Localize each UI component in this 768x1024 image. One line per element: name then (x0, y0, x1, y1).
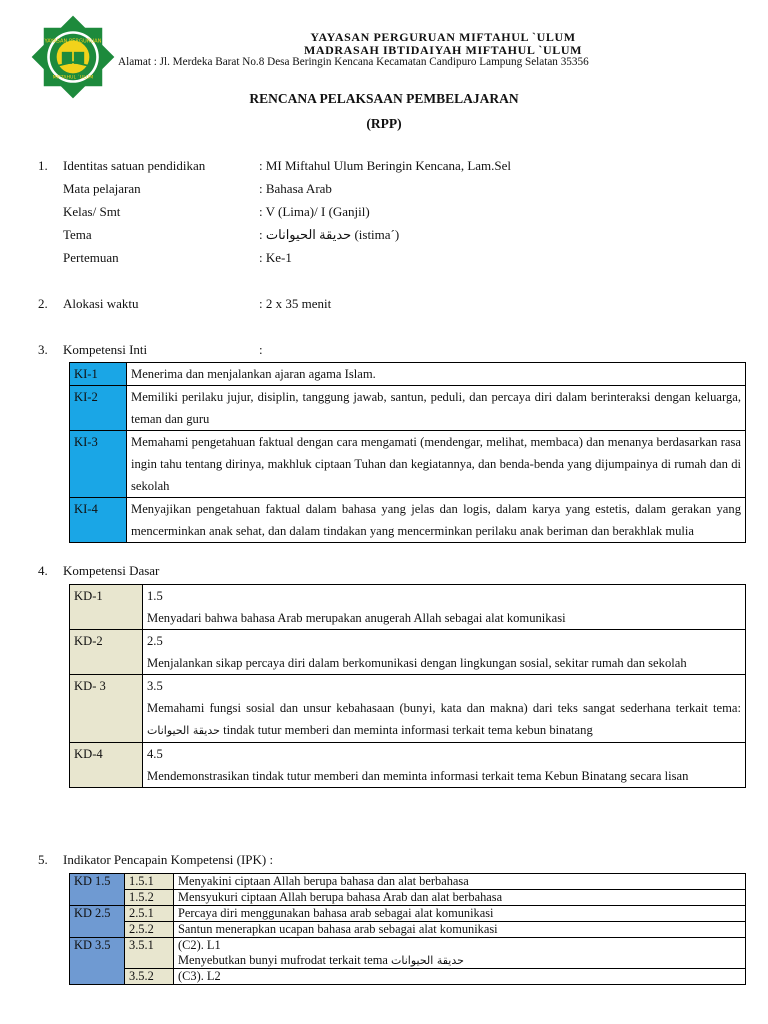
ipk-sub-code: 2.5.2 (125, 922, 174, 938)
kd-code: KD-1 (70, 585, 143, 630)
ipk-sub-code: 2.5.1 (125, 906, 174, 922)
ipk-level: (C2). L1 (178, 938, 221, 952)
identity-value: : MI Miftahul Ulum Beringin Kencana, Lam.Sel (259, 158, 512, 173)
table-row (70, 874, 746, 890)
class-value: : V (Lima)/ I (Ganjil) (259, 204, 370, 219)
logo-text-top: YAYASAN PERGURUAN (44, 38, 102, 45)
ipk-text: Menyakini ciptaan Allah berupa bahasa dan alat berbahasa (174, 874, 746, 890)
ipk-sub-code: 1.5.1 (125, 874, 174, 890)
table-row (70, 585, 746, 630)
ki-section-colon: : (259, 342, 263, 357)
kd-cell (143, 630, 746, 675)
identity-label: Identitas satuan pendidikan (63, 158, 206, 173)
table-row (70, 922, 746, 938)
meeting-label: Pertemuan (63, 250, 119, 265)
theme-label: Tema (63, 227, 92, 242)
ipk-section-label: Indikator Pencapain Kompetensi (IPK) : (63, 852, 274, 867)
ipk-table (69, 873, 746, 985)
table-row (70, 743, 746, 788)
table-row (70, 630, 746, 675)
ki-code: KI-1 (70, 363, 127, 386)
subject-label: Mata pelajaran (63, 181, 141, 196)
table-row (70, 890, 746, 906)
table-row (70, 363, 746, 386)
time-allocation-value: : 2 x 35 menit (259, 296, 332, 311)
kd-number: 1.5 (147, 589, 163, 603)
kd-text (147, 697, 741, 742)
ki-text: Memahami pengetahuan faktual dengan cara mengamati (mendengar, melihat, membaca) dan menanya berdasarkan rasa ingin tahu tentang dirinya, makhluk ciptaan Tuhan dan kegiatannya, dan benda-benda yang dijumpainya di rumah dan di sekolah (127, 431, 746, 498)
school-logo (30, 14, 116, 100)
section-4-number: 4. (38, 563, 48, 578)
ipk-kd-code: KD 1.5 (70, 874, 125, 906)
ipk-text: Percaya diri menggunakan bahasa arab sebagai alat komunikasi (174, 906, 746, 922)
ki-table (69, 362, 746, 543)
section-1-number: 1. (38, 158, 48, 173)
kd-cell (143, 743, 746, 788)
kd-code: KD- 3 (70, 675, 143, 743)
header-address: Alamat : Jl. Merdeka Barat No.8 Desa Beringin Kencana Kecamatan Candipuro Lampung Selatan 35356 (118, 56, 589, 68)
ipk-kd-code: KD 3.5 (70, 938, 125, 985)
table-row (70, 431, 746, 498)
ki-section-label: Kompetensi Inti (63, 342, 148, 357)
time-allocation-label: Alokasi waktu (63, 296, 139, 311)
table-row (70, 938, 746, 969)
table-row (70, 498, 746, 543)
ipk-cell (174, 938, 746, 969)
ipk-kd-code: KD 2.5 (70, 906, 125, 938)
kd-text: Menyadari bahwa bahasa Arab merupakan anugerah Allah sebagai alat komunikasi (147, 611, 566, 625)
kd-cell (143, 675, 746, 743)
doc-subtitle: (RPP) (366, 116, 402, 131)
meeting-value: : Ke-1 (259, 250, 292, 265)
ipk-text: Santun menerapkan ucapan bahasa arab sebagai alat komunikasi (174, 922, 746, 938)
ki-text: Memiliki perilaku jujur, disiplin, tanggung jawab, santun, peduli, dan percaya diri dalam berinteraksi dengan keluarga, teman dan guru (127, 386, 746, 431)
header-school: MADRASAH IBTIDAIYAH MIFTAHUL `ULUM (303, 43, 583, 57)
kd-arabic-theme: حديقة الحيوانات (147, 724, 220, 737)
ipk-text (178, 953, 741, 968)
table-row (70, 675, 746, 743)
subject-value: : Bahasa Arab (259, 181, 332, 196)
ki-text: Menerima dan menjalankan ajaran agama Islam. (127, 363, 746, 386)
kd-text-part: tindak tutur memberi dan meminta informasi terkait tema kebun binatang (219, 723, 593, 737)
ipk-sub-code: 1.5.2 (125, 890, 174, 906)
doc-title: RENCANA PELAKSAAN PEMBELAJARAN (249, 91, 519, 106)
header-foundation: YAYASAN PERGURUAN MIFTAHUL `ULUM (310, 30, 576, 44)
ki-code: KI-4 (70, 498, 127, 543)
ipk-text-part: Menyebutkan bunyi mufrodat terkait tema (178, 953, 391, 967)
kd-number: 4.5 (147, 747, 163, 761)
section-2-number: 2. (38, 296, 48, 311)
kd-code: KD-2 (70, 630, 143, 675)
ipk-sub-code: 3.5.1 (125, 938, 174, 969)
ipk-text: Mensyukuri ciptaan Allah berupa bahasa Arab dan alat berbahasa (174, 890, 746, 906)
ipk-arabic-theme: حديقة الحيوانات (391, 954, 464, 967)
kd-code: KD-4 (70, 743, 143, 788)
kd-number: 2.5 (147, 634, 163, 648)
kd-number: 3.5 (147, 679, 163, 693)
kd-text: Menjalankan sikap percaya diri dalam berkomunikasi dengan lingkungan sosial, sekitar rumah dan sekolah (147, 656, 687, 670)
logo-text-bottom: MIFTAHUL `ULUM (52, 75, 94, 81)
kd-section-label: Kompetensi Dasar (63, 563, 160, 578)
kd-text-part: Memahami fungsi sosial dan unsur kebahasaan (bunyi, kata dan makna) dari teks sangat sederhana terkait tema: (147, 701, 741, 715)
ipk-text: (C3). L2 (174, 969, 746, 985)
section-5-number: 5. (38, 852, 48, 867)
ipk-sub-code: 3.5.2 (125, 969, 174, 985)
table-row (70, 906, 746, 922)
kd-text: Mendemonstrasikan tindak tutur memberi dan meminta informasi terkait tema Kebun Binatang secara lisan (147, 769, 689, 783)
theme-value: : حديقة الحيوانات (istima´) (259, 227, 400, 242)
ki-code: KI-3 (70, 431, 127, 498)
kd-cell (143, 585, 746, 630)
table-row (70, 386, 746, 431)
ki-text: Menyajikan pengetahuan faktual dalam bahasa yang jelas dan logis, dalam karya yang estetis, dalam gerakan yang mencerminkan anak sehat, dan dalam tindakan yang mencerminkan perilaku anak beriman dan berakhlak mulia (127, 498, 746, 543)
table-row (70, 969, 746, 985)
kd-table (69, 584, 746, 788)
class-label: Kelas/ Smt (63, 204, 121, 219)
ki-code: KI-2 (70, 386, 127, 431)
section-3-number: 3. (38, 342, 48, 357)
